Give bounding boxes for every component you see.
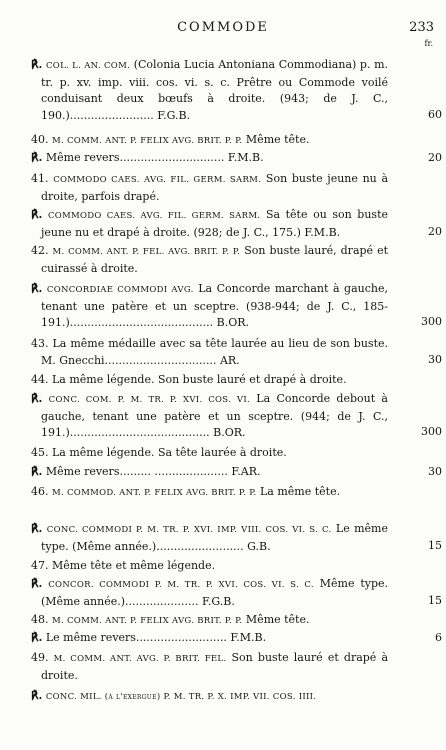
price: 15 xyxy=(428,594,442,607)
entry-obverse: 46. M. COMMOD. ANT. P. FELIX AVG. BRIT. P. P. La même tête. xyxy=(31,485,341,498)
price: 6 xyxy=(435,631,442,644)
price: 20 xyxy=(428,151,442,164)
entry-reverse: ℟. CONC. COM. P. M. TR. P. XVI. COS. VI. La Concorde debout à gauche, tenant une patère et un sceptre. (944; de J. C., 191.)........................................ B.OR. xyxy=(31,392,388,439)
entry-obverse: 49. M. COMM. ANT. AVG. P. BRIT. FEL. Son buste lauré et drapé à droite. xyxy=(31,651,389,682)
entry-reverse: ℟. CONCORDIAE COMMODI AVG. La Concorde marchant à gauche, tenant une patère et un sceptre. (938-944; de J. C., 185-191.)......................................... B.OR. xyxy=(31,282,388,329)
entry-reverse: ℟. Le même revers.......................... F.M.B. xyxy=(31,631,267,644)
price: 30 xyxy=(428,353,442,366)
entry-obverse: 48. M. COMM. ANT. P. FELIX AVG. BRIT. P. P. Même tête. xyxy=(31,613,310,626)
price: 300 xyxy=(421,425,442,438)
running-title: COMMODE xyxy=(177,20,269,35)
price: 60 xyxy=(428,108,442,121)
entry-obverse: 44. La même légende. Son buste lauré et drapé à droite. xyxy=(31,373,347,386)
price: 300 xyxy=(421,315,442,328)
entry-reverse: ℟. Même revers.............................. F.M.B. xyxy=(31,151,264,164)
entry-obverse: 42. M. COMM. ANT. P. FEL. AVG. BRIT. P. P. Son buste lauré, drapé et cuirassé à droite. xyxy=(31,244,389,275)
entry-reverse: ℟. CONCOR. COMMODI P. M. TR. P. XVI. COS. VI. S. C. Même type. (Même année.)..................... F.G.B. xyxy=(31,577,389,608)
entry-reverse: ℟. Même revers......... ..................... F.AR. xyxy=(31,465,261,478)
price: 30 xyxy=(428,465,442,478)
entry-obverse: 41. COMMODO CAES. AVG. FIL. GERM. SARM. Son buste jeune nu à droite, parfois drapé. xyxy=(31,172,389,203)
entry-obverse: 45. La même légende. Sa tête laurée à droite. xyxy=(31,446,287,459)
page-number: 233 xyxy=(409,20,434,35)
entry-reverse: ℟. CONC. COMMODI P. M. TR. P. XVI. IMP. VIII. COS. VI. S. C. Le même type. (Même année.)......................... G.B. xyxy=(31,522,388,553)
entry-reverse: ℟. CONC. MIL. (à l'exergue) P. M. TR. P. X. IMP. VII. COS. IIII. xyxy=(31,689,317,702)
entry-variant: 43. La même médaille avec sa tête laurée au lieu de son buste. M. Gnecchi................................ AR. xyxy=(31,337,388,367)
entry-obverse: 40. M. COMM. ANT. P. FELIX AVG. BRIT. P. P. Même tête. xyxy=(31,133,310,146)
entry-reverse: ℟. COMMODO CAES. AVG. FIL. GERM. SARM. Sa tête ou son buste jeune nu et drapé à droite. (928; de J. C., 175.) F.M.B. xyxy=(31,208,389,239)
entry-reverse: ℟. COL. L. AN. COM. (Colonia Lucia Antoniana Commodiana) p. m. tr. p. xv. imp. viii. cos. vi. s. c. Prêtre ou Commode voilé conduisant deux bœufs à droite. (943; de J. C., 190.)........................ F.G.B. xyxy=(31,58,389,122)
entry-obverse: 47. Même tête et même légende. xyxy=(31,559,216,572)
price: 20 xyxy=(428,225,442,238)
price: 15 xyxy=(428,539,442,552)
page-header xyxy=(0,10,446,46)
unit-label: fr. xyxy=(424,39,433,48)
